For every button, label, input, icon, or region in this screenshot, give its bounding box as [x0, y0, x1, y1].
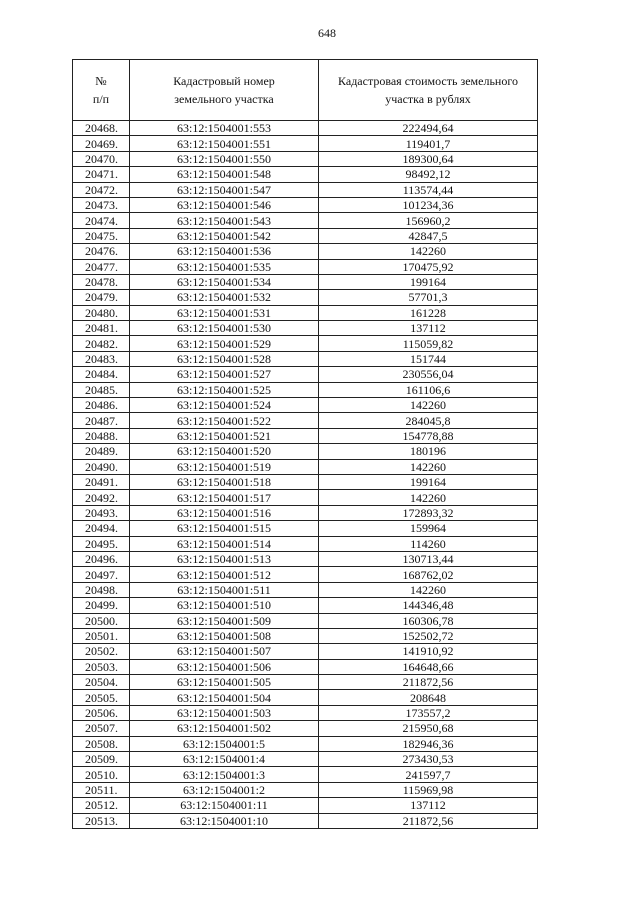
cadastral-value: 211872,56	[319, 675, 538, 690]
table-row	[73, 752, 538, 767]
row-number: 20487.	[73, 413, 130, 428]
cadastral-value: 141910,92	[319, 644, 538, 659]
table-row	[73, 413, 538, 428]
cadastral-value: 199164	[319, 474, 538, 489]
table-row	[73, 321, 538, 336]
row-number: 20500.	[73, 613, 130, 628]
cadastral-value: 142260	[319, 459, 538, 474]
row-number: 20479.	[73, 290, 130, 305]
row-number: 20477.	[73, 259, 130, 274]
cadastral-number: 63:12:1504001:5	[130, 736, 319, 751]
row-number: 20468.	[73, 121, 130, 136]
cadastral-value: 199164	[319, 274, 538, 289]
row-number: 20498.	[73, 582, 130, 597]
cadastral-number: 63:12:1504001:4	[130, 752, 319, 767]
cadastral-number: 63:12:1504001:524	[130, 398, 319, 413]
cadastral-number: 63:12:1504001:530	[130, 321, 319, 336]
table-row	[73, 551, 538, 566]
table-row	[73, 536, 538, 551]
table-row	[73, 598, 538, 613]
cadastral-value: 160306,78	[319, 613, 538, 628]
cadastral-number: 63:12:1504001:534	[130, 274, 319, 289]
row-number: 20474.	[73, 213, 130, 228]
cadastral-number: 63:12:1504001:505	[130, 675, 319, 690]
cadastral-value: 241597,7	[319, 767, 538, 782]
row-number: 20509.	[73, 752, 130, 767]
cadastral-value: 130713,44	[319, 551, 538, 566]
cadastral-number: 63:12:1504001:11	[130, 798, 319, 813]
cadastral-number: 63:12:1504001:511	[130, 582, 319, 597]
cadastral-number: 63:12:1504001:516	[130, 505, 319, 520]
row-number: 20507.	[73, 721, 130, 736]
row-number: 20494.	[73, 521, 130, 536]
table-row	[73, 613, 538, 628]
cadastral-value: 156960,2	[319, 213, 538, 228]
cadastral-value: 208648	[319, 690, 538, 705]
table-row	[73, 675, 538, 690]
cadastral-number: 63:12:1504001:512	[130, 567, 319, 582]
cadastral-value: 161228	[319, 305, 538, 320]
table-row	[73, 136, 538, 151]
table-row	[73, 644, 538, 659]
row-number: 20505.	[73, 690, 130, 705]
table-row	[73, 167, 538, 182]
table-row	[73, 459, 538, 474]
cadastral-number: 63:12:1504001:529	[130, 336, 319, 351]
row-number: 20512.	[73, 798, 130, 813]
table-row	[73, 582, 538, 597]
row-number: 20495.	[73, 536, 130, 551]
table-row	[73, 736, 538, 751]
cadastral-table	[72, 59, 538, 829]
row-number: 20481.	[73, 321, 130, 336]
cadastral-number: 63:12:1504001:2	[130, 782, 319, 797]
cadastral-number: 63:12:1504001:531	[130, 305, 319, 320]
row-number: 20497.	[73, 567, 130, 582]
cadastral-value: 119401,7	[319, 136, 538, 151]
row-number: 20484.	[73, 367, 130, 382]
table-row	[73, 197, 538, 212]
cadastral-number: 63:12:1504001:553	[130, 121, 319, 136]
table-row	[73, 305, 538, 320]
cadastral-value: 189300,64	[319, 151, 538, 166]
cadastral-number: 63:12:1504001:521	[130, 428, 319, 443]
table-row	[73, 690, 538, 705]
cadastral-value: 154778,88	[319, 428, 538, 443]
cadastral-value: 142260	[319, 244, 538, 259]
cadastral-number: 63:12:1504001:532	[130, 290, 319, 305]
cadastral-value: 114260	[319, 536, 538, 551]
cadastral-value: 144346,48	[319, 598, 538, 613]
cadastral-value: 101234,36	[319, 197, 538, 212]
table-row	[73, 813, 538, 828]
table-row	[73, 521, 538, 536]
cadastral-number: 63:12:1504001:519	[130, 459, 319, 474]
cadastral-value: 273430,53	[319, 752, 538, 767]
row-number: 20501.	[73, 628, 130, 643]
cadastral-value: 57701,3	[319, 290, 538, 305]
table-row	[73, 367, 538, 382]
cadastral-number: 63:12:1504001:535	[130, 259, 319, 274]
row-number: 20510.	[73, 767, 130, 782]
table-row	[73, 121, 538, 136]
page-number: 648	[318, 26, 336, 40]
cadastral-value: 137112	[319, 321, 538, 336]
cadastral-number: 63:12:1504001:546	[130, 197, 319, 212]
cadastral-value: 137112	[319, 798, 538, 813]
table-row	[73, 767, 538, 782]
row-number: 20473.	[73, 197, 130, 212]
cadastral-value: 113574,44	[319, 182, 538, 197]
table-row	[73, 474, 538, 489]
cadastral-value: 211872,56	[319, 813, 538, 828]
row-number: 20508.	[73, 736, 130, 751]
table-row	[73, 505, 538, 520]
row-number: 20492.	[73, 490, 130, 505]
row-number: 20478.	[73, 274, 130, 289]
cadastral-value: 170475,92	[319, 259, 538, 274]
cadastral-number: 63:12:1504001:515	[130, 521, 319, 536]
row-number: 20469.	[73, 136, 130, 151]
cadastral-number: 63:12:1504001:513	[130, 551, 319, 566]
row-number: 20503.	[73, 659, 130, 674]
cadastral-number: 63:12:1504001:522	[130, 413, 319, 428]
table-row	[73, 151, 538, 166]
cadastral-number: 63:12:1504001:536	[130, 244, 319, 259]
cadastral-number: 63:12:1504001:520	[130, 444, 319, 459]
table-row	[73, 351, 538, 366]
cadastral-value: 142260	[319, 398, 538, 413]
row-number: 20482.	[73, 336, 130, 351]
table-row	[73, 628, 538, 643]
header-row	[73, 60, 538, 121]
table-row	[73, 182, 538, 197]
row-number: 20496.	[73, 551, 130, 566]
cadastral-number: 63:12:1504001:10	[130, 813, 319, 828]
cadastral-value: 159964	[319, 521, 538, 536]
row-number: 20486.	[73, 398, 130, 413]
cadastral-number: 63:12:1504001:507	[130, 644, 319, 659]
row-number: 20470.	[73, 151, 130, 166]
row-number: 20499.	[73, 598, 130, 613]
row-number: 20472.	[73, 182, 130, 197]
table-row	[73, 490, 538, 505]
table-row	[73, 567, 538, 582]
cadastral-number: 63:12:1504001:508	[130, 628, 319, 643]
cadastral-number: 63:12:1504001:528	[130, 351, 319, 366]
cadastral-number: 63:12:1504001:503	[130, 705, 319, 720]
cadastral-number: 63:12:1504001:548	[130, 167, 319, 182]
table-row	[73, 382, 538, 397]
header-cadastral-number: Кадастровый номер земельного участка	[130, 60, 319, 121]
header-number: № п/п	[73, 60, 130, 121]
table-row	[73, 659, 538, 674]
cadastral-value: 180196	[319, 444, 538, 459]
cadastral-number: 63:12:1504001:527	[130, 367, 319, 382]
cadastral-number: 63:12:1504001:550	[130, 151, 319, 166]
table-row	[73, 444, 538, 459]
row-number: 20485.	[73, 382, 130, 397]
cadastral-value: 172893,32	[319, 505, 538, 520]
cadastral-number: 63:12:1504001:3	[130, 767, 319, 782]
cadastral-value: 98492,12	[319, 167, 538, 182]
row-number: 20488.	[73, 428, 130, 443]
cadastral-value: 222494,64	[319, 121, 538, 136]
cadastral-value: 42847,5	[319, 228, 538, 243]
cadastral-number: 63:12:1504001:518	[130, 474, 319, 489]
cadastral-number: 63:12:1504001:502	[130, 721, 319, 736]
row-number: 20471.	[73, 167, 130, 182]
row-number: 20511.	[73, 782, 130, 797]
cadastral-value: 173557,2	[319, 705, 538, 720]
table-body	[73, 121, 538, 829]
cadastral-number: 63:12:1504001:517	[130, 490, 319, 505]
cadastral-number: 63:12:1504001:543	[130, 213, 319, 228]
table-row	[73, 428, 538, 443]
table-row	[73, 290, 538, 305]
row-number: 20506.	[73, 705, 130, 720]
cadastral-number: 63:12:1504001:547	[130, 182, 319, 197]
row-number: 20502.	[73, 644, 130, 659]
row-number: 20475.	[73, 228, 130, 243]
cadastral-value: 115059,82	[319, 336, 538, 351]
row-number: 20483.	[73, 351, 130, 366]
cadastral-number: 63:12:1504001:525	[130, 382, 319, 397]
cadastral-number: 63:12:1504001:504	[130, 690, 319, 705]
cadastral-number: 63:12:1504001:542	[130, 228, 319, 243]
cadastral-value: 151744	[319, 351, 538, 366]
table-row	[73, 782, 538, 797]
row-number: 20513.	[73, 813, 130, 828]
cadastral-value: 230556,04	[319, 367, 538, 382]
table-row	[73, 228, 538, 243]
row-number: 20476.	[73, 244, 130, 259]
cadastral-value: 161106,6	[319, 382, 538, 397]
table-row	[73, 259, 538, 274]
table-row	[73, 721, 538, 736]
cadastral-number: 63:12:1504001:509	[130, 613, 319, 628]
table-row	[73, 798, 538, 813]
cadastral-value: 142260	[319, 582, 538, 597]
cadastral-value: 215950,68	[319, 721, 538, 736]
cadastral-number: 63:12:1504001:506	[130, 659, 319, 674]
cadastral-value: 142260	[319, 490, 538, 505]
header-cadastral-value: Кадастровая стоимость земельного участка в рублях	[319, 60, 538, 121]
cadastral-number: 63:12:1504001:510	[130, 598, 319, 613]
row-number: 20504.	[73, 675, 130, 690]
table-row	[73, 398, 538, 413]
row-number: 20489.	[73, 444, 130, 459]
cadastral-number: 63:12:1504001:551	[130, 136, 319, 151]
row-number: 20491.	[73, 474, 130, 489]
table-row	[73, 336, 538, 351]
table-row	[73, 244, 538, 259]
table-row	[73, 274, 538, 289]
table-row	[73, 705, 538, 720]
cadastral-value: 284045,8	[319, 413, 538, 428]
cadastral-value: 115969,98	[319, 782, 538, 797]
cadastral-value: 182946,36	[319, 736, 538, 751]
row-number: 20490.	[73, 459, 130, 474]
cadastral-value: 164648,66	[319, 659, 538, 674]
row-number: 20480.	[73, 305, 130, 320]
cadastral-number: 63:12:1504001:514	[130, 536, 319, 551]
table-row	[73, 213, 538, 228]
table-header	[73, 60, 538, 121]
row-number: 20493.	[73, 505, 130, 520]
cadastral-value: 168762,02	[319, 567, 538, 582]
cadastral-value: 152502,72	[319, 628, 538, 643]
